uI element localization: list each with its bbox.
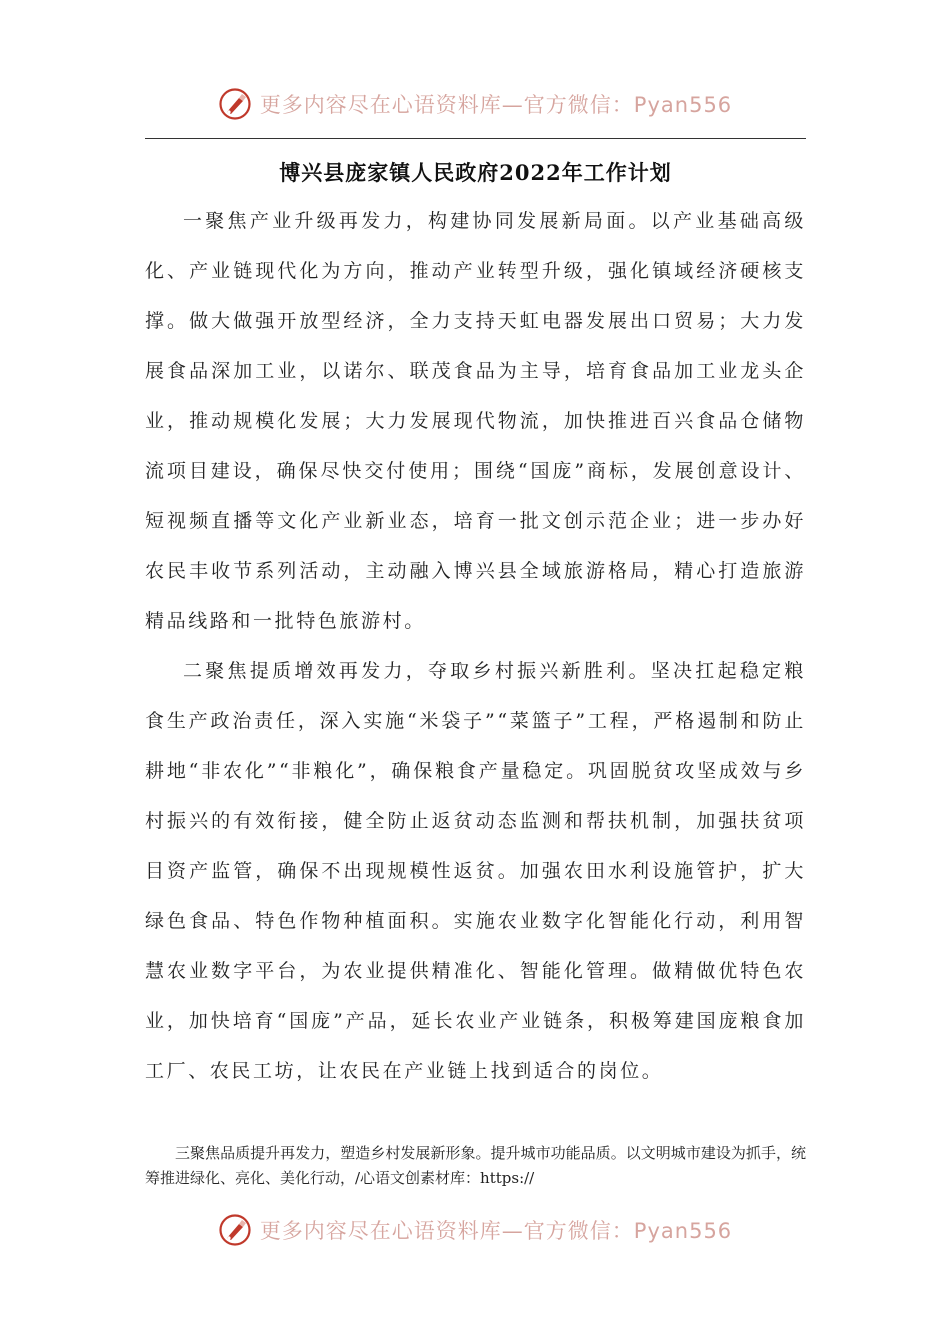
document-body — [145, 196, 806, 1096]
paragraph-1: 一聚焦产业升级再发力，构建协同发展新局面。以产业基础高级化、产业链现代化为方向，推动产业转型升级，强化镇域经济硬核支撑。做大做强开放型经济，全力支持天虹电器发展出口贸易；大力发展食品深加工业，以诺尔、联茂食品为主导，培育食品加工业龙头企业，推动规模化发展；大力发展现代物流，加快推进百兴食品仓储物流项目建设，确保尽快交付使用；围绕“国庞”商标，发展创意设计、短视频直播等文化产业新业态，培育一批文创示范企业；进一步办好农民丰收节系列活动，主动融入博兴县全域旅游格局，精心打造旅游精品线路和一批特色旅游村。 — [145, 210, 806, 632]
paragraph-3-small: 三聚焦品质提升再发力，塑造乡村发展新形象。提升城市功能品质。以文明城市建设为抓手，统筹推进绿化、亮化、美化行动，/心语文创素材库：https:// — [145, 1144, 806, 1187]
banner-text: 更多内容尽在心语资料库—官方微信：Pyan556 — [259, 1219, 733, 1243]
footer-watermark-banner — [0, 1210, 950, 1250]
header-divider — [145, 138, 806, 139]
header-watermark-banner — [0, 84, 950, 124]
banner-text: 更多内容尽在心语资料库—官方微信：Pyan556 — [259, 93, 733, 117]
pen-nib-logo-icon — [218, 87, 252, 121]
pen-nib-logo-icon — [218, 1213, 252, 1247]
paragraph-2: 二聚焦提质增效再发力，夺取乡村振兴新胜利。坚决扛起稳定粮食生产政治责任，深入实施“米袋子”“菜篮子”工程，严格遏制和防止耕地“非农化”“非粮化”，确保粮食产量稳定。巩固脱贫攻坚成效与乡村振兴的有效衔接，健全防止返贫动态监测和帮扶机制，加强扶贫项目资产监管，确保不出现规模性返贫。加强农田水利设施管护，扩大绿色食品、特色作物种植面积。实施农业数字化智能化行动，利用智慧农业数字平台，为农业提供精准化、智能化管理。做精做优特色农业，加快培育“国庞”产品，延长农业产业链条，积极筹建国庞粮食加工厂、农民工坊，让农民在产业链上找到适合的岗位。 — [145, 660, 806, 1082]
document-title: 博兴县庞家镇人民政府2022年工作计划 — [279, 160, 672, 185]
